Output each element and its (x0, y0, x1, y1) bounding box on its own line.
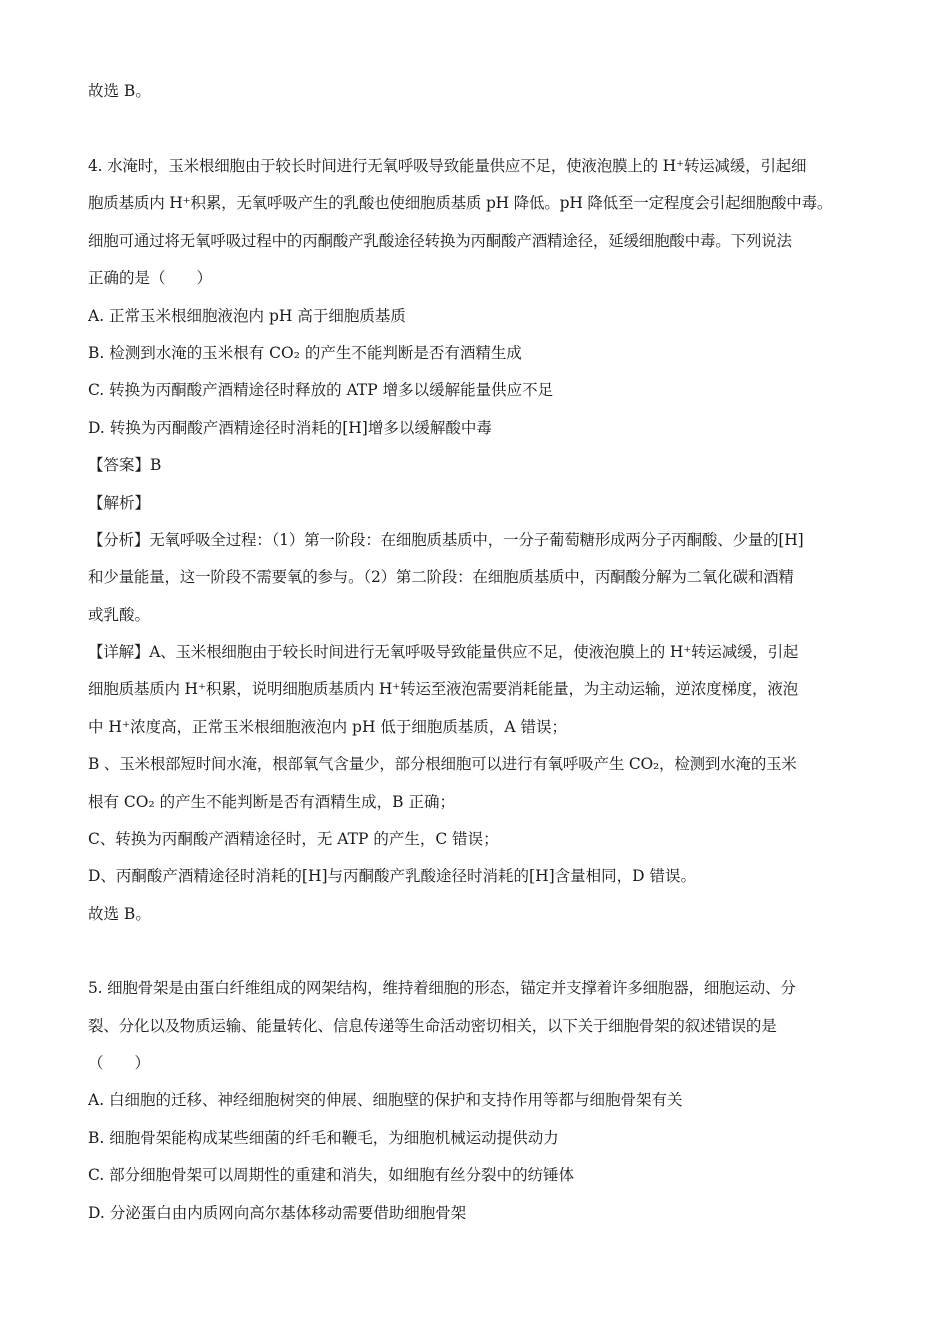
q4-analysis-line: 或乳酸。 (88, 606, 151, 624)
q4-stem-line: 细胞可通过将无氧呼吸过程中的丙酮酸产乳酸途径转换为丙酮酸产酒精途径，延缓细胞酸中毒。下列说法 (88, 232, 792, 250)
q4-option-b: B. 检测到水淹的玉米根有 CO₂ 的产生不能判断是否有酒精生成 (88, 344, 522, 362)
q5-stem-line: 5. 细胞骨架是由蛋白纤维组成的网架结构，维持着细胞的形态，锚定并支撑着许多细胞器，细胞运动、分 (88, 979, 796, 997)
q5-option-b: B. 细胞骨架能构成某些细菌的纤毛和鞭毛，为细胞机械运动提供动力 (88, 1129, 559, 1147)
q4-option-a: A. 正常玉米根细胞液泡内 pH 高于细胞质基质 (88, 307, 406, 325)
previous-question-conclusion: 故选 B。 (88, 82, 151, 100)
q4-detail-line: 细胞质基质内 H⁺积累，说明细胞质基质内 H⁺转运至液泡需要消耗能量，为主动运输，逆浓度梯度，液泡 (88, 680, 798, 698)
q5-option-d: D. 分泌蛋白由内质网向高尔基体移动需要借助细胞骨架 (88, 1204, 467, 1222)
q4-analysis-heading: 【解析】 (88, 494, 151, 512)
q5-stem-line: 裂、分化以及物质运输、能量转化、信息传递等生命活动密切相关，以下关于细胞骨架的叙述错误的是 (88, 1017, 777, 1035)
q4-detail-line: C、转换为丙酮酸产酒精途径时，无 ATP 的产生，C 错误； (88, 830, 499, 848)
q4-option-d: D. 转换为丙酮酸产酒精途径时消耗的[H]增多以缓解酸中毒 (88, 419, 492, 437)
q4-stem-line: 正确的是（ ） (88, 269, 213, 287)
q4-detail-line: D、丙酮酸产酒精途径时消耗的[H]与丙酮酸产乳酸途径时消耗的[H]含量相同，D 错误。 (88, 867, 697, 885)
q5-stem-line: （ ） (88, 1054, 151, 1072)
q4-detail-line: 【详解】A、玉米根细胞由于较长时间进行无氧呼吸导致能量供应不足，使液泡膜上的 H⁺转运减缓，引起 (88, 643, 799, 661)
q4-conclusion: 故选 B。 (88, 905, 151, 923)
q4-option-c: C. 转换为丙酮酸产酒精途径时释放的 ATP 增多以缓解能量供应不足 (88, 381, 554, 399)
q4-analysis-line: 和少量能量，这一阶段不需要氧的参与。（2）第二阶段：在细胞质基质中，丙酮酸分解为二氧化碳和酒精 (88, 568, 794, 586)
q4-detail-line: B 、玉米根部短时间水淹，根部氧气含量少，部分根细胞可以进行有氧呼吸产生 CO₂，检测到水淹的玉米 (88, 755, 797, 773)
q4-answer: 【答案】B (88, 456, 162, 474)
q4-detail-line: 根有 CO₂ 的产生不能判断是否有酒精生成，B 正确； (88, 793, 455, 811)
q4-detail-line: 中 H⁺浓度高，正常玉米根细胞液泡内 pH 低于细胞质基质，A 错误； (88, 718, 568, 736)
q5-option-c: C. 部分细胞骨架可以周期性的重建和消失，如细胞有丝分裂中的纺锤体 (88, 1166, 575, 1184)
q4-stem-line: 胞质基质内 H⁺积累，无氧呼吸产生的乳酸也使细胞质基质 pH 降低。pH 降低至一定程度会引起细胞酸中毒。 (88, 194, 833, 212)
q4-analysis-line: 【分析】无氧呼吸全过程：（1）第一阶段：在细胞质基质中，一分子葡萄糖形成两分子丙酮酸、少量的[H] (88, 531, 804, 549)
q4-stem-line: 4. 水淹时，玉米根细胞由于较长时间进行无氧呼吸导致能量供应不足，使液泡膜上的 H⁺转运减缓，引起细 (88, 157, 807, 175)
q5-option-a: A. 白细胞的迁移、神经细胞树突的伸展、细胞壁的保护和支持作用等都与细胞骨架有关 (88, 1091, 683, 1109)
